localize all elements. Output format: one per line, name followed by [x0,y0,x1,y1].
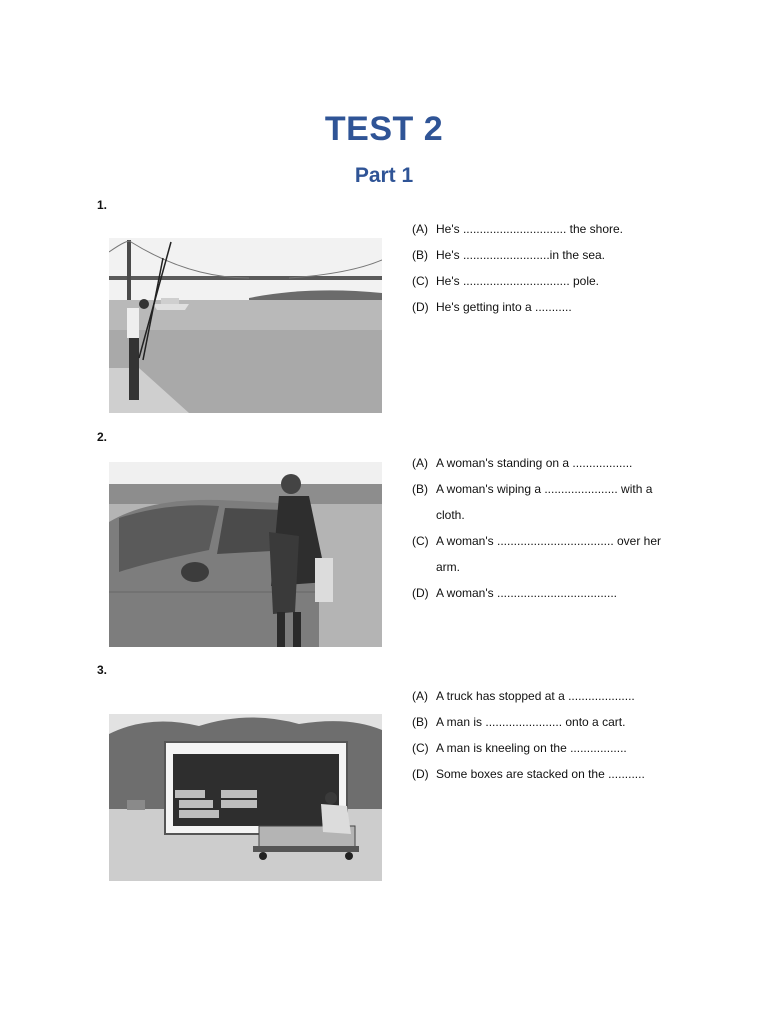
truck-photo [109,714,382,881]
option-text: He's getting into a ........... [436,300,572,314]
option-text: He's ............................... the shore. [436,222,624,236]
option-text: A woman's wiping a ...................... with a cloth. [436,482,653,522]
woman-car-photo [109,462,382,647]
fisherman-photo [109,238,382,413]
question-number: 2. [97,430,108,444]
option-text: He's ..........................in the sea. [436,248,606,262]
option-text: A truck has stopped at a .................... [436,689,635,703]
option-text: He's ................................ pole. [436,274,600,288]
option-b [412,476,682,528]
option-letter: (D) [412,300,429,314]
option-text: Some boxes are stacked on the ........... [436,767,645,781]
option-letter: (A) [412,689,428,703]
answer-options-1 [412,216,682,320]
question-number: 1. [97,198,108,212]
option-d [412,294,682,320]
option-letter: (D) [412,586,429,600]
option-c [412,528,682,580]
option-letter: (C) [412,534,429,548]
option-text: A man is kneeling on the ................. [436,741,627,755]
option-a [412,216,682,242]
answer-options-3 [412,683,682,787]
page-title: TEST 2 [324,110,444,148]
option-letter: (A) [412,456,428,470]
option-letter: (B) [412,482,428,496]
option-c [412,268,682,294]
option-b [412,242,682,268]
option-letter: (D) [412,767,429,781]
option-text: A woman's .................................... [436,586,618,600]
option-text: A woman's ................................... over her arm. [436,534,662,574]
option-text: A man is ....................... onto a cart. [436,715,626,729]
part-heading: Part 1 [354,164,414,187]
option-letter: (B) [412,715,428,729]
answer-options-2 [412,450,682,606]
option-d [412,580,682,606]
option-text: A woman's standing on a .................. [436,456,633,470]
option-letter: (A) [412,222,428,236]
option-c [412,735,682,761]
option-a [412,450,682,476]
question-number: 3. [97,663,108,677]
option-letter: (C) [412,741,429,755]
option-a [412,683,682,709]
option-d [412,761,682,787]
option-letter: (B) [412,248,428,262]
option-b [412,709,682,735]
option-letter: (C) [412,274,429,288]
